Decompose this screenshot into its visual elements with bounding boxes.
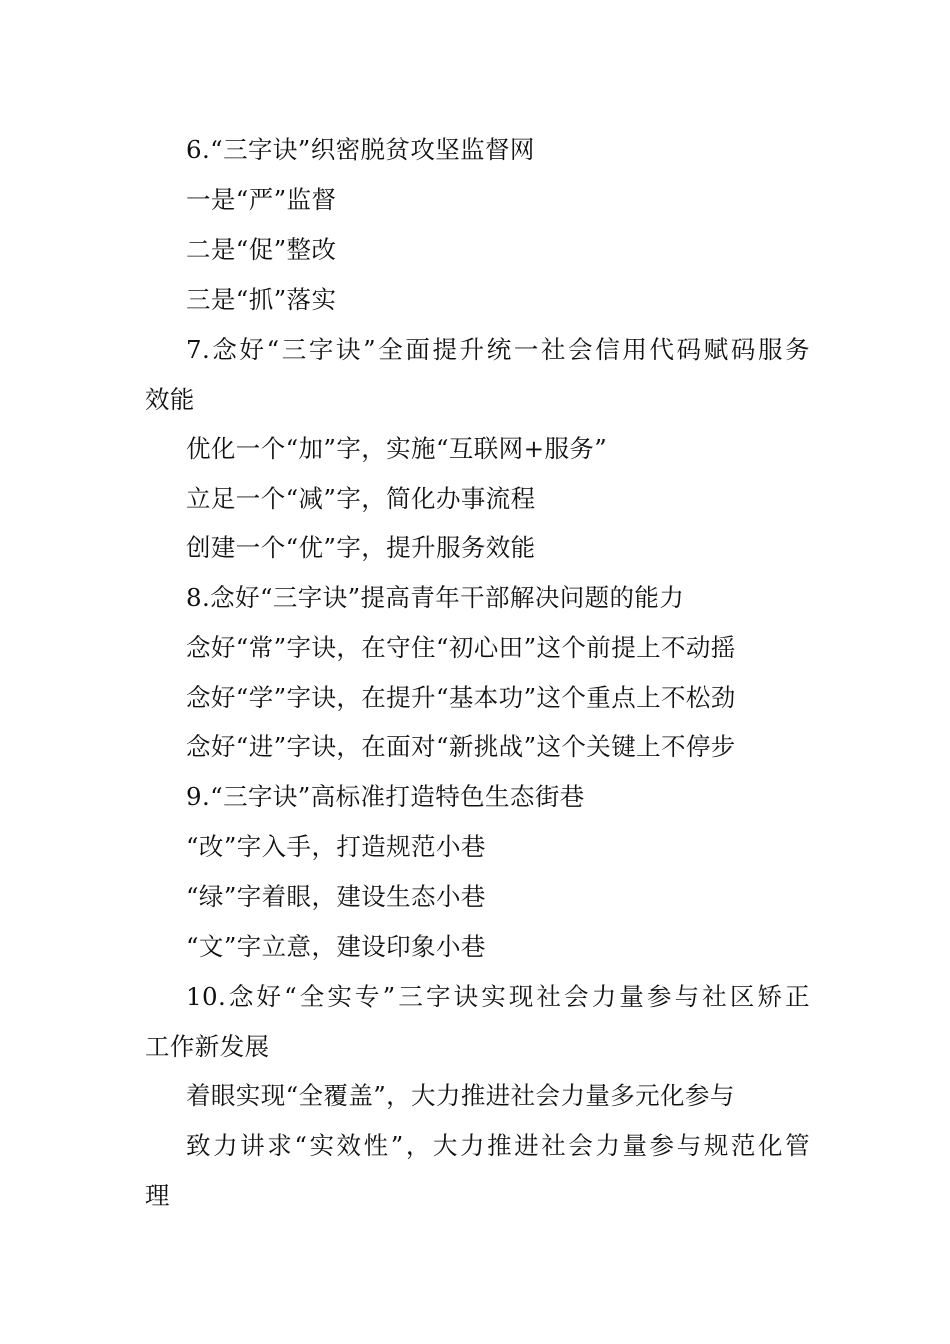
heading-item-7: 7.念好“三字诀”全面提升统一社会信用代码赋码服务 xyxy=(186,335,810,364)
heading-item-10: 10.念好“全实专”三字诀实现社会力量参与社区矫正 xyxy=(186,982,810,1011)
paragraph-line-continuation: 理 xyxy=(145,1181,170,1210)
paragraph-line: 致力讲求“实效性”，大力推进社会力量参与规范化管 xyxy=(186,1131,810,1160)
paragraph-line: 念好“进”字诀，在面对“新挑战”这个关键上不停步 xyxy=(186,732,736,761)
heading-item-7-continuation: 效能 xyxy=(145,385,195,414)
heading-item-9: 9.“三字诀”高标准打造特色生态街巷 xyxy=(186,782,585,811)
paragraph-line: 优化一个“加”字，实施“互联网+服务” xyxy=(186,434,608,463)
paragraph-line: 立足一个“减”字，简化办事流程 xyxy=(186,484,536,513)
paragraph-line: 念好“常”字诀，在守住“初心田”这个前提上不动摇 xyxy=(186,633,736,662)
heading-item-10-continuation: 工作新发展 xyxy=(145,1032,270,1061)
paragraph-line: “绿”字着眼，建设生态小巷 xyxy=(186,882,486,911)
paragraph-line: 念好“学”字诀，在提升“基本功”这个重点上不松劲 xyxy=(186,683,736,712)
paragraph-line: “文”字立意，建设印象小巷 xyxy=(186,932,486,961)
paragraph-line: 着眼实现“全覆盖”，大力推进社会力量多元化参与 xyxy=(186,1081,735,1110)
heading-item-8: 8.念好“三字诀”提高青年干部解决问题的能力 xyxy=(186,583,685,612)
heading-item-6: 6.“三字诀”织密脱贫攻坚监督网 xyxy=(186,135,535,164)
paragraph-line: 三是“抓”落实 xyxy=(186,285,337,314)
paragraph-line: 一是“严”监督 xyxy=(186,185,337,214)
paragraph-line: “改”字入手，打造规范小巷 xyxy=(186,832,486,861)
paragraph-line: 创建一个“优”字，提升服务效能 xyxy=(186,533,536,562)
paragraph-line: 二是“促”整改 xyxy=(186,235,337,264)
